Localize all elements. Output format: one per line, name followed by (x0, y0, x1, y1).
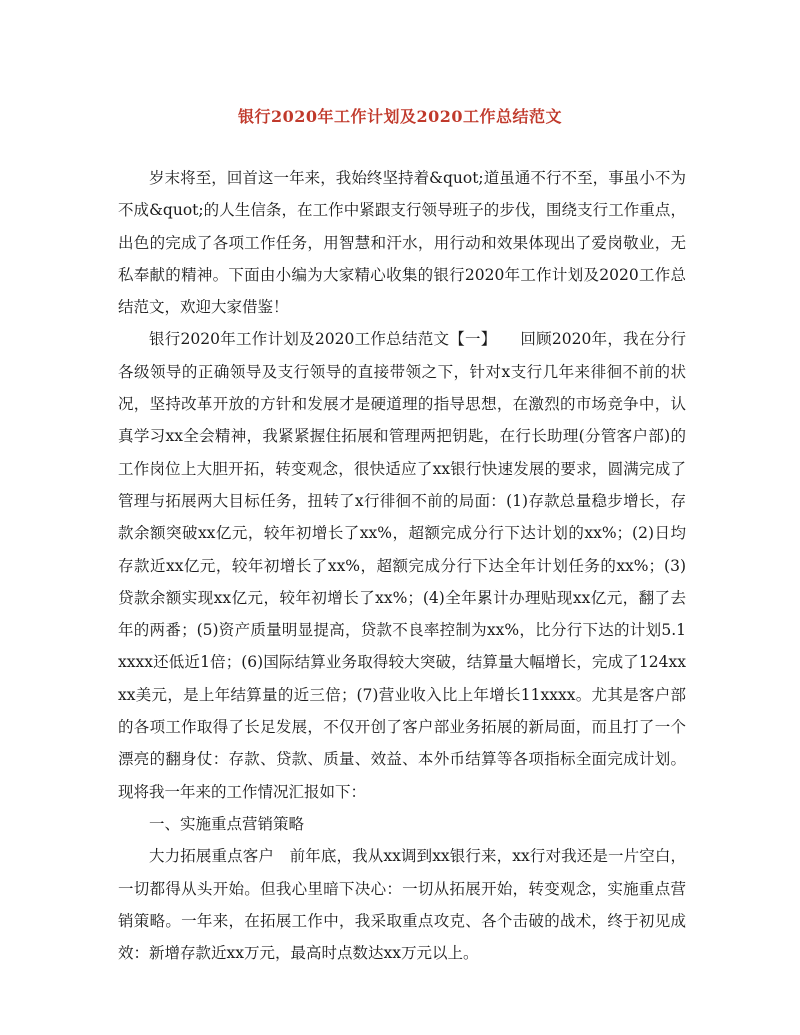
section-one-paragraph: 银行2020年工作计划及2020工作总结范文【一】 回顾2020年，我在分行各级领导的正确领导及支行领导的直接带领之下，针对x支行几年来徘徊不前的状况，坚持改革开放的方针和发展才是硬道理的指导思想，在激烈的市场竞争中，认真学习xx全会精神，我紧紧握住拓展和管理两把钥匙，在行长助理(分管客户部)的工作岗位上大胆开拓，转变观念，很快适应了xx银行快速发展的要求，圆满完成了管理与拓展两大目标任务，扭转了x行徘徊不前的局面：(1)存款总量稳步增长，存款余额突破xx亿元，较年初增长了xx%，超额完成分行下达计划的xx%；(2)日均存款近xx亿元，较年初增长了xx%，超额完成分行下达全年计划任务的xx%；(3)贷款余额实现xx亿元，较年初增长了xx%；(4)全年累计办理贴现xx亿元，翻了去年的两番；(5)资产质量明显提高，贷款不良率控制为xx%，比分行下达的计划5.1xxxx还低近1倍；(6)国际结算业务取得较大突破，结算量大幅增长，完成了124xxxx美元，是上年结算量的近三倍；(7)营业收入比上年增长11xxxx。尤其是客户部的各项工作取得了长足发展，不仅开创了客户部业务拓展的新局面，而且打了一个漂亮的翻身仗：存款、贷款、质量、效益、本外币结算等各项指标全面完成计划。现将我一年来的工作情况汇报如下： (118, 330, 686, 801)
strategy-heading: 一、实施重点营销策略 (149, 814, 305, 833)
strategy-paragraph: 大力拓展重点客户 前年底，我从xx调到xx银行来，xx行对我还是一片空白，一切都得从头开始。但我心里暗下决心：一切从拓展开始，转变观念，实施重点营销策略。一年来，在拓展工作中，我采取重点攻克、各个击破的战术，终于初见成效：新增存款近xx万元，最高时点数达xx万元以上。 (118, 847, 686, 963)
intro-paragraph: 岁末将至，回首这一年来，我始终坚持着&quot;道虽通不行不至，事虽小不为不成&quot;的人生信条，在工作中紧跟支行领导班子的步伐，围绕支行工作重点，出色的完成了各项工作任务，用智慧和汗水，用行动和效果体现出了爱岗敬业，无私奉献的精神。下面由小编为大家精心收集的银行2020年工作计划及2020工作总结范文，欢迎大家借鉴！ (118, 169, 686, 317)
document-title: 银行2020年工作计划及2020工作总结范文 (237, 107, 563, 126)
document-body (118, 162, 686, 969)
